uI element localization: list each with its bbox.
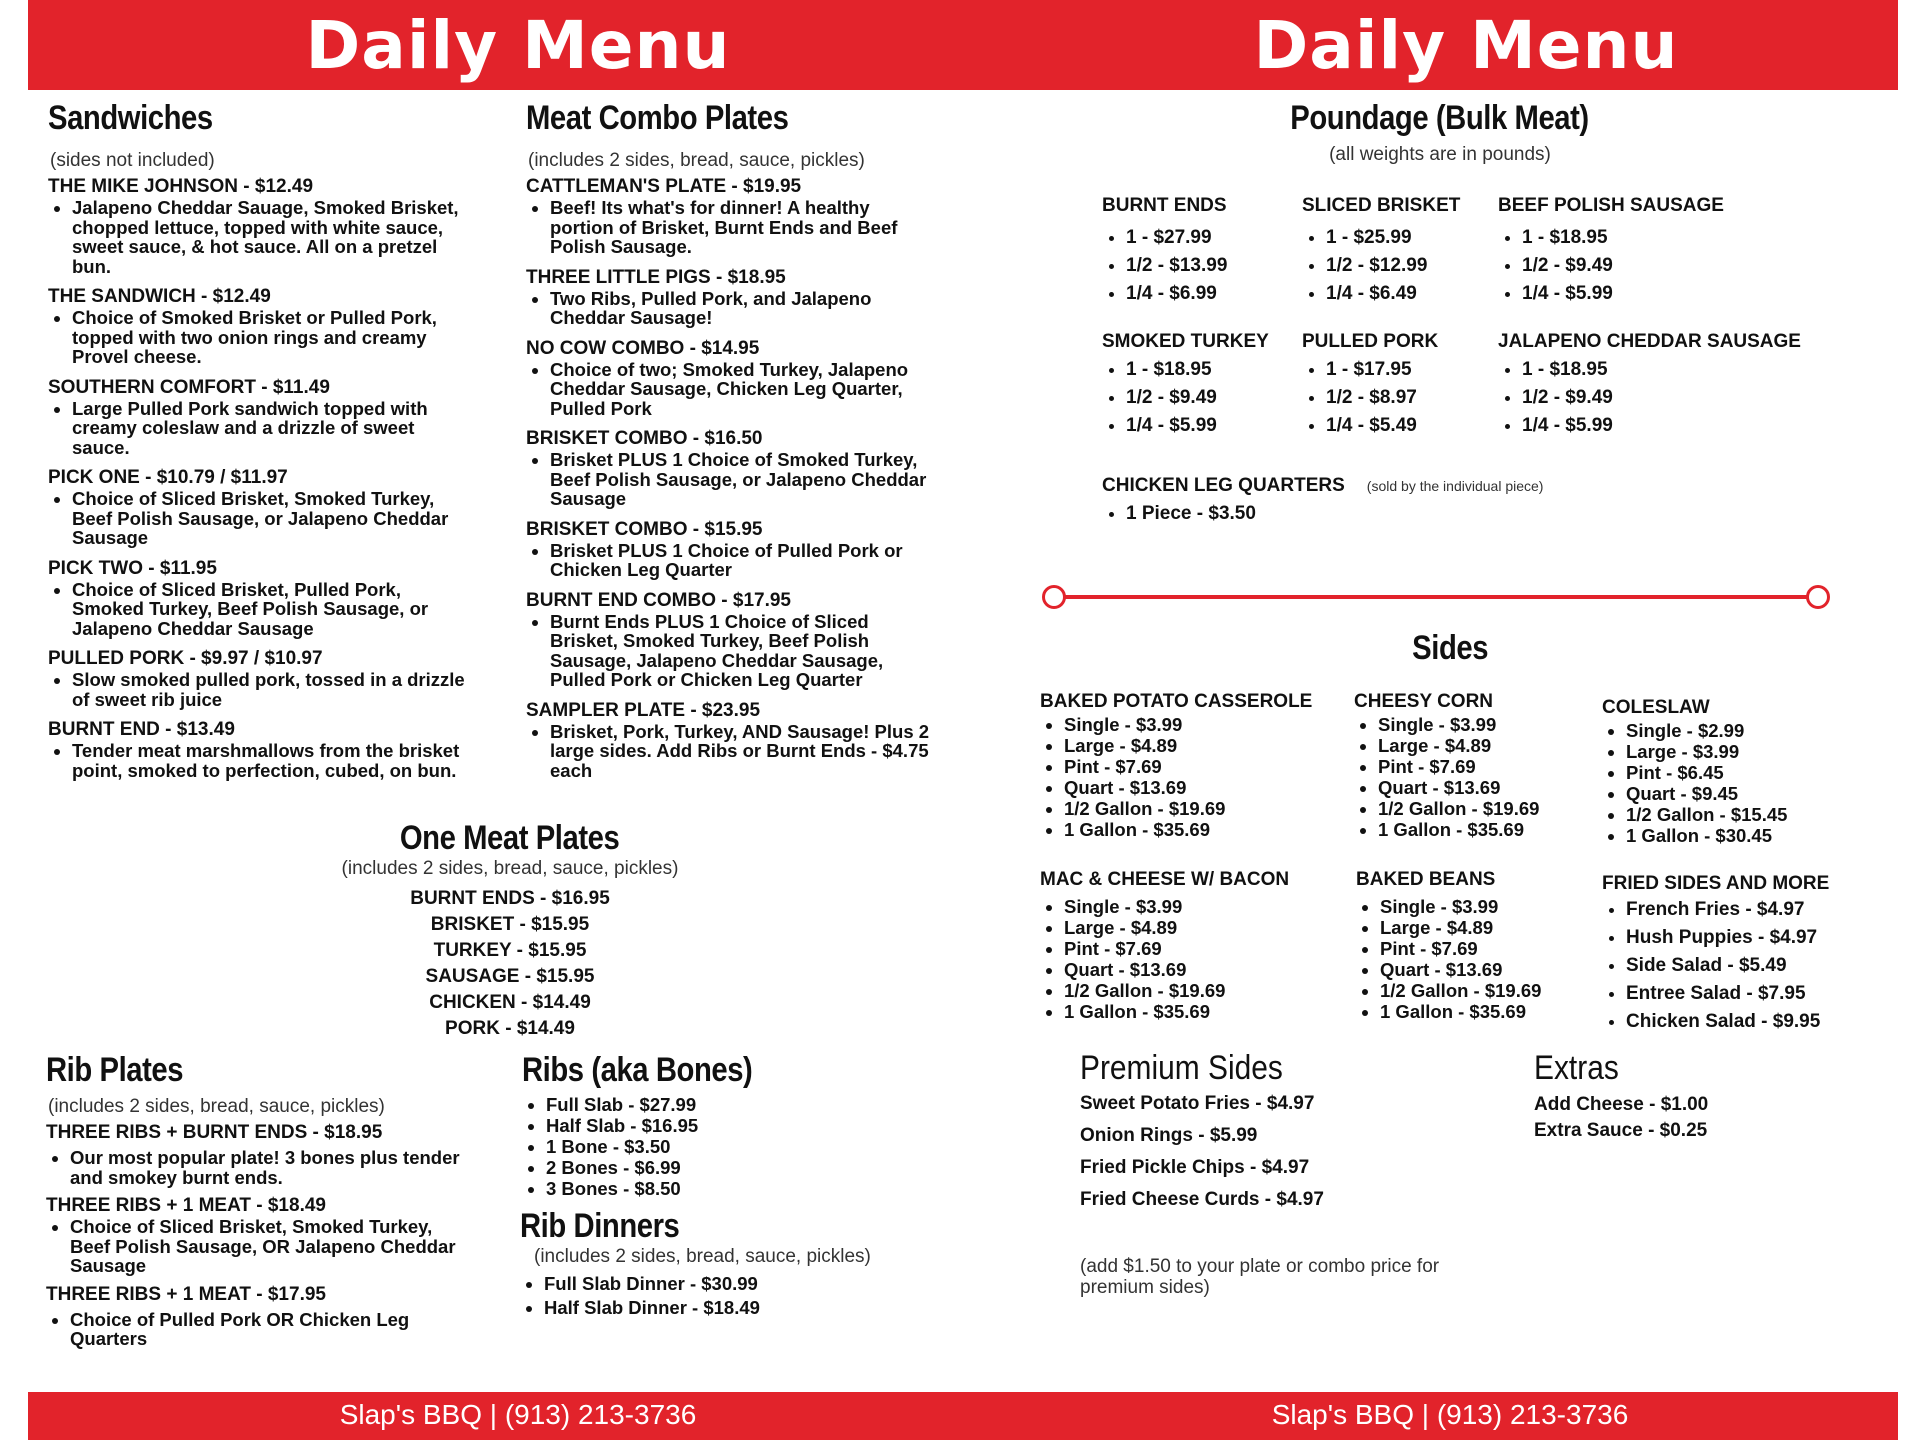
category-title: COLESLAW xyxy=(1602,697,1710,718)
price-item: • 1/2 - $8.97 xyxy=(1326,384,1502,412)
menu-item-name: PORK - $14.49 xyxy=(445,1018,575,1039)
price-item: • 1 Gallon - $35.69 xyxy=(1380,1001,1596,1022)
menu-item: • Full Slab - $27.99 xyxy=(546,1094,922,1115)
section-title: Rib Plates xyxy=(46,1051,184,1089)
price-item: • 1 Gallon - $30.45 xyxy=(1626,825,1862,846)
price-item: • 1/2 - $9.49 xyxy=(1522,252,1818,280)
price-item: • Pint - $6.45 xyxy=(1626,762,1862,783)
menu-item-name: THREE RIBS + 1 MEAT - $17.95 xyxy=(46,1283,326,1305)
price-item: • French Fries - $4.97 xyxy=(1626,896,1882,924)
sides-header xyxy=(1330,628,1570,668)
price-item: • Single - $3.99 xyxy=(1380,896,1596,917)
menu-item-name: SOUTHERN COMFORT - $11.49 xyxy=(48,376,330,398)
menu-item-desc: • Choice of Sliced Brisket, Smoked Turkey, Beef Polish Sausage, or Jalapeno Cheddar Sausage xyxy=(72,489,468,548)
menu-item-desc: • Our most popular plate! 3 bones plus tender and smokey burnt ends. xyxy=(70,1148,466,1187)
ribs-section xyxy=(522,1050,922,1199)
price-item: • 1/4 - $5.99 xyxy=(1522,412,1838,440)
price-item: • 1 Gallon - $35.69 xyxy=(1064,1001,1340,1022)
side-group xyxy=(1602,872,1882,1036)
menu-item-name: BRISKET COMBO - $15.95 xyxy=(526,518,763,540)
category-note: (sold by the individual piece) xyxy=(1366,478,1544,494)
menu-item-name: BRISKET COMBO - $16.50 xyxy=(526,428,763,449)
menu-item-name: BURNT END COMBO - $17.95 xyxy=(526,589,791,611)
section-subtitle: (includes 2 sides, bread, sauce, pickles) xyxy=(341,858,679,879)
section-title: Meat Combo Plates xyxy=(526,99,789,137)
price-item: • 1/4 - $6.49 xyxy=(1326,280,1502,308)
chicken-leg-group xyxy=(1102,474,1622,528)
price-item: • 1/2 - $9.49 xyxy=(1126,384,1302,412)
side-group xyxy=(1602,696,1862,846)
price-item: • 1/2 Gallon - $15.45 xyxy=(1626,804,1862,825)
menu-item-name: PICK TWO - $11.95 xyxy=(48,557,217,579)
section-subtitle: (sides not included) xyxy=(50,150,215,171)
menu-title-right: Daily Menu xyxy=(1253,7,1679,84)
menu-item-name: SAUSAGE - $15.95 xyxy=(425,966,595,987)
category-title: CHEESY CORN xyxy=(1354,691,1494,712)
price-item: • 1/2 - $9.49 xyxy=(1522,384,1838,412)
price-item: • 1/2 Gallon - $19.69 xyxy=(1064,798,1340,819)
price-item: • 1 - $18.95 xyxy=(1522,356,1838,384)
rib-dinners-section xyxy=(520,1206,940,1320)
menu-item: • Full Slab Dinner - $30.99 xyxy=(544,1272,940,1296)
menu-item-desc: • Brisket, Pork, Turkey, AND Sausage! Plus 2 large sides. Add Ribs or Burnt Ends - $4.75 each xyxy=(550,722,936,781)
price-item: Add Cheese - $1.00 xyxy=(1534,1094,1709,1115)
divider-dot-right xyxy=(1806,585,1830,609)
menu-item-desc: • Choice of Smoked Brisket or Pulled Pork, topped with two onion rings and creamy Provel cheese. xyxy=(72,308,468,367)
section-title: Ribs (aka Bones) xyxy=(522,1051,753,1089)
section-title: Sides xyxy=(1412,629,1488,667)
price-item: • Large - $4.89 xyxy=(1064,917,1340,938)
premium-sides-section xyxy=(1080,1048,1500,1298)
menu-item: • Half Slab Dinner - $18.49 xyxy=(544,1296,940,1320)
footer-contact-right: Slap's BBQ | (913) 213-3736 xyxy=(1271,1399,1629,1430)
poundage-group xyxy=(1102,330,1302,440)
section-title: One Meat Plates xyxy=(400,819,620,857)
menu-item-desc: • Jalapeno Cheddar Sauage, Smoked Brisket, chopped lettuce, topped with white sauce, sweet sauce, & hot sauce. All on a pretzel bun. xyxy=(72,198,468,276)
menu-item-desc: • Choice of two; Smoked Turkey, Jalapeno Cheddar Sausage, Chicken Leg Quarter, Pulled Pork xyxy=(550,360,936,419)
price-item: • Hush Puppies - $4.97 xyxy=(1626,924,1882,952)
price-item: • 1/2 - $12.99 xyxy=(1326,252,1502,280)
divider-dot-left xyxy=(1042,585,1066,609)
price-item: • 1/2 Gallon - $19.69 xyxy=(1380,980,1596,1001)
category-title: CHICKEN LEG QUARTERS xyxy=(1102,475,1345,496)
poundage-header xyxy=(1240,98,1640,166)
menu-item-name: THE SANDWICH - $12.49 xyxy=(48,286,271,307)
price-item: • Quart - $13.69 xyxy=(1380,959,1596,980)
menu-item-name: THE MIKE JOHNSON - $12.49 xyxy=(48,176,314,197)
footer-banner xyxy=(28,1392,1898,1440)
menu-item-name: SAMPLER PLATE - $23.95 xyxy=(526,699,761,721)
price-item: • 1 Piece - $3.50 xyxy=(1126,500,1622,528)
price-item: • 1/4 - $6.99 xyxy=(1126,280,1302,308)
section-title: Premium Sides xyxy=(1080,1049,1283,1087)
price-item: • Pint - $7.69 xyxy=(1064,938,1340,959)
menu-item-name: BRISKET - $15.95 xyxy=(430,914,590,935)
price-item: • Quart - $13.69 xyxy=(1378,777,1594,798)
price-item: • Large - $4.89 xyxy=(1380,917,1596,938)
menu-item-name: THREE RIBS + BURNT ENDS - $18.95 xyxy=(46,1122,383,1143)
premium-note: (add $1.50 to your plate or combo price for premium sides) xyxy=(1080,1256,1440,1298)
menu-item-name: CATTLEMAN'S PLATE - $19.95 xyxy=(526,176,802,197)
menu-item-name: PULLED PORK - $9.97 / $10.97 xyxy=(48,648,323,669)
menu-item-name: THREE LITTLE PIGS - $18.95 xyxy=(526,266,786,288)
price-item: • 1 Gallon - $35.69 xyxy=(1378,819,1594,840)
price-item: • 1 - $18.95 xyxy=(1522,224,1818,252)
poundage-group xyxy=(1498,194,1818,308)
price-item: • 1 - $18.95 xyxy=(1126,356,1302,384)
menu-item-desc: • Choice of Sliced Brisket, Pulled Pork, Smoked Turkey, Beef Polish Sausage, or Jalapeno Cheddar Sausage xyxy=(72,580,468,639)
price-item: • Single - $3.99 xyxy=(1064,714,1340,735)
menu-item-desc: • Large Pulled Pork sandwich topped with creamy coleslaw and a drizzle of sweet sauce. xyxy=(72,399,468,458)
price-item: • 1/2 - $13.99 xyxy=(1126,252,1302,280)
section-title: Sandwiches xyxy=(48,99,213,137)
header-banner xyxy=(28,0,1898,90)
price-item: • Chicken Salad - $9.95 xyxy=(1626,1008,1882,1036)
section-subtitle: (includes 2 sides, bread, sauce, pickles) xyxy=(534,1246,871,1267)
menu-item-desc: • Slow smoked pulled pork, tossed in a drizzle of sweet rib juice xyxy=(72,670,468,709)
category-title: BAKED BEANS xyxy=(1356,869,1496,890)
category-title: FRIED SIDES AND MORE xyxy=(1602,873,1830,894)
menu-item: • 1 Bone - $3.50 xyxy=(546,1136,922,1157)
price-item: • 1/4 - $5.49 xyxy=(1326,412,1502,440)
price-item: • 1 - $27.99 xyxy=(1126,224,1302,252)
price-item: • Entree Salad - $7.95 xyxy=(1626,980,1882,1008)
menu-item: • 2 Bones - $6.99 xyxy=(546,1157,922,1178)
price-item: Fried Cheese Curds - $4.97 xyxy=(1080,1189,1324,1210)
menu-item-name: BURNT END - $13.49 xyxy=(48,719,235,740)
price-item: • Quart - $13.69 xyxy=(1064,777,1340,798)
side-group xyxy=(1354,690,1594,840)
section-title: Poundage (Bulk Meat) xyxy=(1290,99,1590,137)
category-title: BEEF POLISH SAUSAGE xyxy=(1498,195,1724,216)
menu-item-desc: • Two Ribs, Pulled Pork, and Jalapeno Cheddar Sausage! xyxy=(550,289,936,328)
section-title: Rib Dinners xyxy=(520,1207,680,1245)
section-subtitle: (includes 2 sides, bread, sauce, pickles) xyxy=(48,1096,385,1117)
category-title: BURNT ENDS xyxy=(1102,195,1227,216)
price-item: • 1 Gallon - $35.69 xyxy=(1064,819,1340,840)
side-group xyxy=(1040,868,1340,1022)
poundage-group xyxy=(1302,194,1502,308)
price-item: • Large - $4.89 xyxy=(1378,735,1594,756)
menu-item-name: THREE RIBS + 1 MEAT - $18.49 xyxy=(46,1195,326,1216)
poundage-group xyxy=(1498,330,1838,440)
category-title: PULLED PORK xyxy=(1302,331,1439,352)
section-subtitle: (includes 2 sides, bread, sauce, pickles) xyxy=(528,150,865,171)
side-group xyxy=(1356,868,1596,1022)
combo-section xyxy=(526,98,936,780)
section-divider xyxy=(1062,595,1822,599)
menu-item-desc: • Tender meat marshmallows from the brisket point, smoked to perfection, cubed, on bun. xyxy=(72,741,468,780)
price-item: • 1 - $17.95 xyxy=(1326,356,1502,384)
price-item: Onion Rings - $5.99 xyxy=(1080,1125,1258,1146)
price-item: Sweet Potato Fries - $4.97 xyxy=(1080,1093,1315,1114)
menu-item-desc: • Brisket PLUS 1 Choice of Smoked Turkey, Beef Polish Sausage, or Jalapeno Cheddar Sausage xyxy=(550,450,936,509)
menu-item-desc: • Choice of Pulled Pork OR Chicken Leg Quarters xyxy=(70,1310,466,1349)
price-item: Extra Sauce - $0.25 xyxy=(1534,1120,1708,1141)
category-title: BAKED POTATO CASSEROLE xyxy=(1040,691,1313,712)
category-title: SLICED BRISKET xyxy=(1302,195,1461,216)
price-item: • 1/2 Gallon - $19.69 xyxy=(1378,798,1594,819)
rib-plates-section xyxy=(46,1050,466,1349)
price-item: • Single - $3.99 xyxy=(1378,714,1594,735)
menu-item: • Half Slab - $16.95 xyxy=(546,1115,922,1136)
side-group xyxy=(1040,690,1340,840)
price-item: • Single - $2.99 xyxy=(1626,720,1862,741)
sandwiches-section xyxy=(48,98,468,780)
category-title: MAC & CHEESE W/ BACON xyxy=(1040,869,1290,890)
menu-item-desc: • Beef! Its what's for dinner! A healthy portion of Brisket, Burnt Ends and Beef Polish Sausage. xyxy=(550,198,936,257)
menu-item-name: TURKEY - $15.95 xyxy=(433,940,587,961)
menu-item-name: BURNT ENDS - $16.95 xyxy=(410,888,610,909)
menu-title-left: Daily Menu xyxy=(305,7,731,84)
menu-item-name: CHICKEN - $14.49 xyxy=(429,992,591,1013)
menu-item-list xyxy=(48,176,468,780)
price-item: • Quart - $9.45 xyxy=(1626,783,1862,804)
category-title: JALAPENO CHEDDAR SAUSAGE xyxy=(1498,331,1801,352)
menu-item-name: NO COW COMBO - $14.95 xyxy=(526,337,760,359)
price-item: • Side Salad - $5.49 xyxy=(1626,952,1882,980)
menu-item: • 3 Bones - $8.50 xyxy=(546,1178,922,1199)
price-item: • 1/4 - $5.99 xyxy=(1126,412,1302,440)
category-title: SMOKED TURKEY xyxy=(1102,331,1269,352)
price-item: • Quart - $13.69 xyxy=(1064,959,1340,980)
poundage-group xyxy=(1302,330,1502,440)
price-item: • Pint - $7.69 xyxy=(1378,756,1594,777)
price-item: • Large - $3.99 xyxy=(1626,741,1862,762)
price-item: • Single - $3.99 xyxy=(1064,896,1340,917)
price-item: • Pint - $7.69 xyxy=(1064,756,1340,777)
footer-contact-left: Slap's BBQ | (913) 213-3736 xyxy=(339,1399,697,1430)
price-item: • 1 - $25.99 xyxy=(1326,224,1502,252)
one-meat-section xyxy=(300,818,720,1042)
extras-section xyxy=(1534,1048,1834,1144)
menu-item-name: PICK ONE - $10.79 / $11.97 xyxy=(48,467,288,488)
price-item: • 1/2 Gallon - $19.69 xyxy=(1064,980,1340,1001)
menu-item-desc: • Brisket PLUS 1 Choice of Pulled Pork or Chicken Leg Quarter xyxy=(550,541,936,580)
menu-item-desc: • Choice of Sliced Brisket, Smoked Turkey, Beef Polish Sausage, OR Jalapeno Cheddar Sausage xyxy=(70,1217,466,1276)
price-item: • Pint - $7.69 xyxy=(1380,938,1596,959)
section-title: Extras xyxy=(1534,1049,1619,1087)
price-item: • 1/4 - $5.99 xyxy=(1522,280,1818,308)
menu-item-desc: • Burnt Ends PLUS 1 Choice of Sliced Brisket, Smoked Turkey, Beef Polish Sausage, Jalapeno Cheddar Sausage, Pulled Pork or Chicken Leg Quarter xyxy=(550,612,936,690)
price-item: • Large - $4.89 xyxy=(1064,735,1340,756)
section-subtitle: (all weights are in pounds) xyxy=(1329,144,1551,165)
price-item: Fried Pickle Chips - $4.97 xyxy=(1080,1157,1310,1178)
poundage-group xyxy=(1102,194,1302,308)
